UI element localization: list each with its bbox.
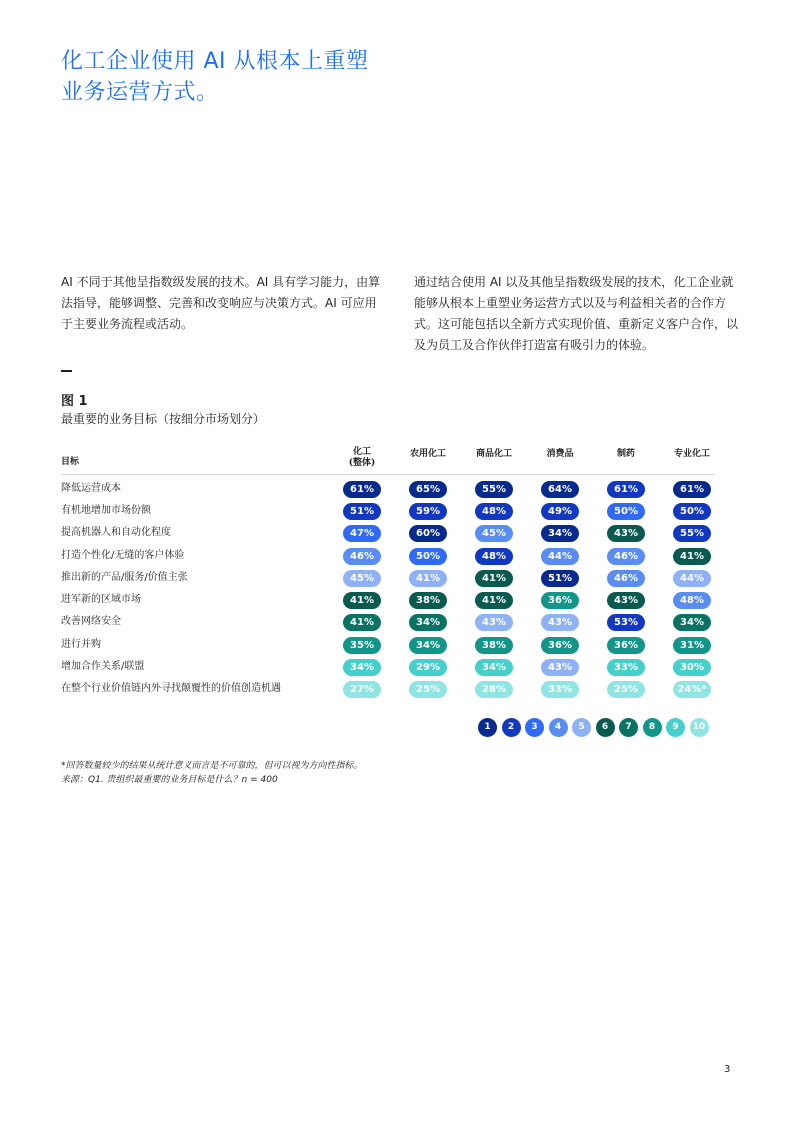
value-pill: 35% [343, 637, 381, 654]
value-pill: 41% [409, 570, 447, 587]
column-header-line: 化工 [352, 447, 371, 457]
value-pill: 44% [673, 570, 711, 587]
column-header-line: 消费品 [546, 449, 574, 459]
value-pill: 38% [409, 592, 447, 609]
value-pill: 36% [541, 637, 579, 654]
value-pill: 25% [409, 681, 447, 698]
value-pill: 36% [541, 592, 579, 609]
value-pill: 55% [475, 481, 513, 498]
value-pill: 51% [541, 570, 579, 587]
value-pill: 43% [541, 659, 579, 676]
footnote-note: *回答数量较少的结果从统计意义而言是不可靠的，但可以视为方向性指标。 [61, 761, 363, 771]
value-pill: 59% [409, 503, 447, 520]
value-pill: 60% [409, 525, 447, 542]
value-pill: 30% [673, 659, 711, 676]
column-header [393, 449, 463, 460]
column-header-line: (整体) [348, 458, 376, 468]
value-pill: 44% [541, 548, 579, 565]
goal-label: 进军新的区域市场 [61, 594, 141, 605]
figure-label: 图 1 [61, 394, 88, 409]
column-header-line: 商品化工 [475, 449, 512, 459]
column-header-line: 专业化工 [673, 449, 710, 459]
value-pill: 51% [343, 503, 381, 520]
value-pill: 65% [409, 481, 447, 498]
goal-label: 增加合作关系/联盟 [61, 661, 145, 672]
value-pill: 48% [475, 503, 513, 520]
page-title-line-2: 业务运营方式。 [61, 80, 219, 105]
value-pill: 33% [607, 659, 645, 676]
goal-label: 打造个性化/无缝的客户体验 [61, 550, 185, 561]
column-header [657, 449, 727, 460]
rank-scale-dot: 3 [525, 718, 544, 737]
value-pill: 47% [343, 525, 381, 542]
section-divider [61, 370, 72, 372]
value-pill: 50% [409, 548, 447, 565]
value-pill: 43% [475, 614, 513, 631]
value-pill: 34% [475, 659, 513, 676]
rank-scale-dot: 6 [596, 718, 615, 737]
value-pill: 61% [607, 481, 645, 498]
value-pill: 34% [343, 659, 381, 676]
value-pill: 48% [673, 592, 711, 609]
rank-scale-dot: 10 [690, 718, 709, 737]
goal-label: 有机地增加市场份额 [61, 505, 151, 516]
value-pill: 29% [409, 659, 447, 676]
rank-scale-dot: 7 [619, 718, 638, 737]
value-pill: 64% [541, 481, 579, 498]
goal-label: 降低运营成本 [61, 483, 121, 494]
value-pill: 25% [607, 681, 645, 698]
rank-scale-dot: 4 [549, 718, 568, 737]
page-title-line-1: 化工企业使用 AI 从根本上重塑 [61, 49, 369, 74]
value-pill: 41% [475, 592, 513, 609]
value-pill: 50% [607, 503, 645, 520]
value-pill: 41% [343, 592, 381, 609]
value-pill: 41% [673, 548, 711, 565]
column-header-line: 农用化工 [409, 449, 446, 459]
intro-paragraph-left: AI 不同于其他呈指数级发展的技术。AI 具有学习能力，由算法指导，能够调整、完善和改变响应与决策方式。AI 可应用于主要业务流程或活动。 [61, 275, 381, 331]
rank-scale-dot: 8 [643, 718, 662, 737]
value-pill: 41% [475, 570, 513, 587]
value-pill: 33% [541, 681, 579, 698]
goal-label: 进行并购 [61, 639, 101, 650]
footnote-source: 来源：Q1. 贵组织最重要的业务目标是什么？n = 400 [61, 775, 278, 785]
value-pill: 45% [475, 525, 513, 542]
value-pill: 49% [541, 503, 579, 520]
value-pill: 34% [409, 637, 447, 654]
value-pill: 31% [673, 637, 711, 654]
value-pill: 45% [343, 570, 381, 587]
value-pill: 43% [541, 614, 579, 631]
value-pill: 43% [607, 592, 645, 609]
goal-label: 在整个行业价值链内外寻找颠覆性的价值创造机遇 [61, 683, 281, 694]
value-pill: 24%* [673, 681, 711, 698]
column-header [591, 449, 661, 460]
goal-column-header: 目标 [61, 457, 80, 467]
value-pill: 34% [541, 525, 579, 542]
goal-label: 提高机器人和自动化程度 [61, 527, 171, 538]
rank-scale-dot: 5 [572, 718, 591, 737]
value-pill: 43% [607, 525, 645, 542]
value-pill: 27% [343, 681, 381, 698]
rank-scale-dot: 9 [666, 718, 685, 737]
value-pill: 46% [607, 548, 645, 565]
value-pill: 41% [343, 614, 381, 631]
page-title [61, 46, 401, 108]
value-pill: 61% [673, 481, 711, 498]
figure-caption: 最重要的业务目标（按细分市场划分） [61, 412, 266, 426]
value-pill: 34% [673, 614, 711, 631]
header-rule [61, 474, 715, 475]
value-pill: 53% [607, 614, 645, 631]
goal-label: 改善网络安全 [61, 616, 121, 627]
value-pill: 46% [607, 570, 645, 587]
value-pill: 36% [607, 637, 645, 654]
value-pill: 28% [475, 681, 513, 698]
intro-paragraph-right: 通过结合使用 AI 以及其他呈指数级发展的技术，化工企业就能够从根本上重塑业务运营方式以及与利益相关者的合作方式。这可能包括以全新方式实现价值、重新定义客户合作，以及为员工及合作伙伴打造富有吸引力的体验。 [414, 275, 739, 352]
column-header [327, 447, 397, 469]
value-pill: 46% [343, 548, 381, 565]
column-header [525, 449, 595, 460]
value-pill: 61% [343, 481, 381, 498]
page-number: 3 [724, 1064, 731, 1075]
value-pill: 55% [673, 525, 711, 542]
value-pill: 50% [673, 503, 711, 520]
rank-scale-dot: 2 [502, 718, 521, 737]
column-header-line: 制药 [616, 449, 635, 459]
column-header [459, 449, 529, 460]
goal-label: 推出新的产品/服务/价值主张 [61, 572, 188, 583]
value-pill: 48% [475, 548, 513, 565]
value-pill: 34% [409, 614, 447, 631]
rank-scale-dot: 1 [478, 718, 497, 737]
value-pill: 38% [475, 637, 513, 654]
